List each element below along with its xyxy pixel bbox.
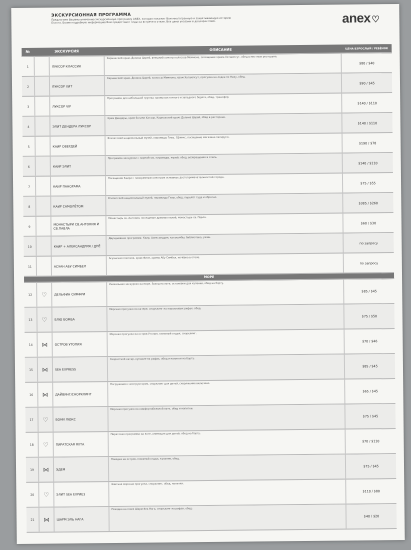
excursion-name: ЭДЕМ: [54, 457, 109, 482]
row-number: 1: [22, 57, 35, 76]
excursion-name: КАИР ОВЕРДЕЙ: [51, 136, 106, 156]
row-number: 8: [23, 197, 36, 216]
excursion-description: Египетский национальный музей, пирамиды Гизы, обед, перелёт туда и обратно.: [106, 194, 343, 215]
row-icon-slot: [35, 77, 50, 96]
excursion-description: Погружения с инструктором, снорклинг для детей, снаряжение включено.: [108, 380, 345, 406]
heart-icon: ♡: [39, 483, 54, 507]
excursion-price: $90 / $45: [359, 80, 375, 85]
row-icon-slot: [36, 157, 51, 176]
table-row: [24, 304, 394, 333]
table-row: [26, 504, 396, 533]
excursion-name: ШАРМ ЭЛЬ НАГА: [54, 507, 109, 532]
excursion-price: $40 / $20: [363, 514, 380, 519]
table-row: [25, 404, 395, 433]
excursion-name: БОНИ ЛЮКС: [53, 407, 108, 432]
excursion-price: $70 / $110: [362, 439, 380, 444]
row-icon-slot: [35, 97, 50, 116]
sheet-title: ЭКСКУРСИОННАЯ ПРОГРАММА: [51, 11, 131, 18]
excursion-name: БЛЮ БОМБА: [52, 307, 107, 332]
fish-icon: ⋈: [38, 358, 53, 382]
heart-icon: ♡: [37, 308, 52, 332]
excursion-description: Посещение Каира с панорамным осмотром основных достопримечательностей города.: [106, 174, 343, 195]
table-row: [25, 354, 395, 383]
excursion-name: ЛУКСОР VIP: [50, 96, 105, 116]
excursion-price: $140 / $110: [358, 160, 378, 165]
excursion-description: Монастырь св. Антония, посещение древних келий, монастырь св. Павла.: [106, 214, 343, 235]
row-icon-slot: [37, 257, 52, 276]
fish-icon: ⋈: [38, 333, 53, 357]
row-icon-slot: [36, 137, 51, 156]
excursion-description: Пиратская программа на яхте, анимация для детей, обед на борту.: [109, 430, 346, 456]
col-name: ЭКСКУРСИЯ: [54, 49, 79, 54]
heart-icon: ♡: [37, 283, 52, 307]
excursion-name: ЭЛИТ ДЕНДЕРА ЛУКСОР: [50, 116, 105, 136]
excursion-description: Программа экскурсии с перелётом, пирамиды, музей, обед, возвращение в отель.: [106, 154, 343, 175]
excursion-description: Морская прогулка на катере, снорклинг на коралловых рифах, обед.: [107, 305, 344, 331]
excursion-description: Поездка на остров, пляжный отдых, купание, обед.: [109, 455, 346, 481]
row-number: 13: [24, 308, 37, 332]
excursion-description: Поездка на пляж Шарм Эль Нага, снорклинг на рифах, обед.: [109, 505, 346, 531]
row-number: 2: [22, 77, 35, 96]
heart-icon: ♡: [38, 408, 53, 432]
excursion-price: $110 / $80: [362, 489, 380, 494]
row-number: 11: [24, 257, 37, 276]
excursion-price: $85 / $45: [361, 289, 377, 294]
row-number: 4: [22, 117, 35, 136]
excursion-description: Храм Дендеры, храм богини Хатхор, Карнакский храм, Долина Царей, обед в ресторане.: [105, 114, 342, 135]
excursion-name: КАИР ЭЛИТ: [51, 156, 106, 176]
fish-icon: ⋈: [38, 383, 53, 407]
table-row: [26, 479, 396, 508]
table-row: [24, 279, 394, 308]
excursion-description: Карнакский храм, Долина Царей, внешний осмотр колоссов Мемнона, посещение храма Хатшепсут, обед в местном ресторане.: [105, 54, 342, 75]
row-icon-slot: [35, 57, 50, 76]
row-number: 10: [24, 237, 37, 256]
excursion-price: $75 / $50: [361, 314, 378, 319]
land-rows: [22, 53, 394, 277]
row-number: 5: [23, 137, 36, 156]
excursion-description: Морская прогулка на комфортабельной яхте, обед и напитки.: [108, 405, 345, 431]
excursion-name: ДАЙВИНГ/СНОРКЛИНГ: [53, 382, 108, 407]
excursion-price: по запросу: [359, 240, 378, 245]
row-number: 14: [25, 333, 38, 357]
excursion-price: $190 / $78: [358, 140, 377, 145]
excursion-price: $140 / $110: [357, 100, 377, 105]
excursion-name: SEA EXPRESS: [53, 357, 108, 382]
row-number: 12: [24, 283, 37, 307]
excursion-name: КАИР ПАНОРАМА: [51, 176, 106, 196]
table-row: [26, 454, 396, 483]
row-icon-slot: [36, 217, 51, 236]
excursion-name: ПИРАТСКАЯ ЯХТА: [54, 432, 109, 457]
table-row: [25, 379, 395, 408]
sheet-intro: Предлагаем Вашему вниманию экскурсионную программу ANEX, которая покажет Вам многогранную и захватывающую историю Египта. Более подробную информацию Вам предоставят гиды на встрече в отеле. Все цены указаны в долларах США.: [51, 16, 231, 25]
table-row: [26, 429, 396, 458]
excursion-name: ЭЛИТ SEA ЕХРИЕЗ: [54, 482, 109, 507]
excursion-price: $75 / $45: [363, 464, 379, 469]
excursion-description: Морская прогулка на остров Утопия, пляжный отдых, снорклинг.: [108, 330, 345, 356]
excursion-name: КАИР САМОЛЁТОМ: [51, 196, 106, 216]
excursion-description: Скоростной катер, купание на рифах, обед и напитки на борту.: [108, 355, 345, 381]
row-number: 16: [25, 383, 38, 407]
section-sea-label: МОРЕ: [203, 274, 215, 280]
row-icon-slot: [35, 117, 50, 136]
excursion-description: Египетский национальный музей, пирамиды Гизы, Сфинкс, посещение магазина папируса.: [106, 134, 343, 155]
excursion-price: $385 / $260: [358, 200, 378, 205]
row-number: 9: [23, 217, 36, 236]
row-number: 21: [26, 508, 39, 532]
col-desc: ОПИСАНИЕ: [209, 47, 232, 52]
excursion-price: $65 / $45: [362, 389, 378, 394]
row-number: 18: [26, 433, 39, 457]
excursion-name: ЛУКСОР КЛАССИК: [50, 56, 105, 76]
row-number: 15: [25, 358, 38, 382]
logo-heart-icon: ♡: [371, 14, 380, 25]
excursion-name: КАИР + АЛЕКСАНДРИЯ / ДНЁ: [52, 236, 107, 256]
table-row: [25, 329, 395, 358]
excursion-description: Программа для небольшой группы: храмы восточного и западного берега, обед, трансфер.: [105, 94, 342, 115]
excursion-price: $85 / $45: [362, 364, 378, 369]
fish-icon: ⋈: [39, 508, 54, 532]
sea-rows: [24, 279, 397, 533]
excursion-price: $60 / $30: [360, 220, 377, 225]
excursion-name: МОНАСТЫРИ СВ.АНТОНИЯ И СВ.ПАВЛА: [51, 216, 106, 236]
excursion-description: Уникальная экскурсия на море. Заход на яхте, остановки для купания, обед на борту.: [107, 280, 344, 306]
heart-icon: ♡: [39, 433, 54, 457]
excursion-name: ДЕЛЬФИН СИМФРИ: [52, 282, 107, 307]
anex-logo: [342, 10, 379, 25]
excursion-price: $80 / $40: [359, 60, 375, 65]
fish-icon: ⋈: [39, 458, 54, 482]
excursion-price: $75 / $55: [360, 180, 376, 185]
excursion-sheet: [11, 4, 405, 544]
excursion-description: Элитная морская прогулка, снорклинг, обед, напитки.: [109, 480, 346, 506]
row-icon-slot: [36, 197, 51, 216]
excursion-price: $75 / $45: [362, 414, 379, 419]
excursion-price: $70 / $46: [362, 339, 378, 344]
col-price: ЦЕНА ВЗРОСЛЫЙ / РЕБЁНОК: [345, 46, 389, 51]
row-icon-slot: [36, 177, 51, 196]
excursion-price: $140 / $110: [357, 120, 378, 125]
excursion-description: Двухдневная программа: Каир, Александрия, катакомбы, библиотека, ужин.: [107, 234, 344, 255]
row-number: 3: [22, 97, 35, 116]
excursion-description: Асуанская плотина, храм Филэ, храмы Абу Симбел, ночёвка в отеле.: [107, 254, 344, 275]
row-number: 17: [25, 408, 38, 432]
excursion-table: [22, 44, 397, 533]
excursion-price: по запросу: [359, 260, 379, 265]
excursion-name: АСУАН АБУ СИМБЕЛ: [52, 256, 107, 276]
excursion-name: ЛУКСОР ХИТ: [50, 76, 105, 96]
col-num: №: [25, 49, 30, 54]
row-number: 6: [23, 157, 36, 176]
row-icon-slot: [37, 237, 52, 256]
row-number: 7: [23, 177, 36, 196]
logo-text: anex: [342, 10, 371, 26]
row-number: 20: [26, 483, 39, 507]
excursion-description: Карнакский храм, Долина Царей, колоссы Мемнона, храм Хатшепсут, прогулка на лодке по Нилу, обед.: [105, 74, 342, 95]
row-number: 19: [26, 458, 39, 482]
excursion-name: ОСТРОВ УТОПИЯ: [53, 332, 108, 357]
